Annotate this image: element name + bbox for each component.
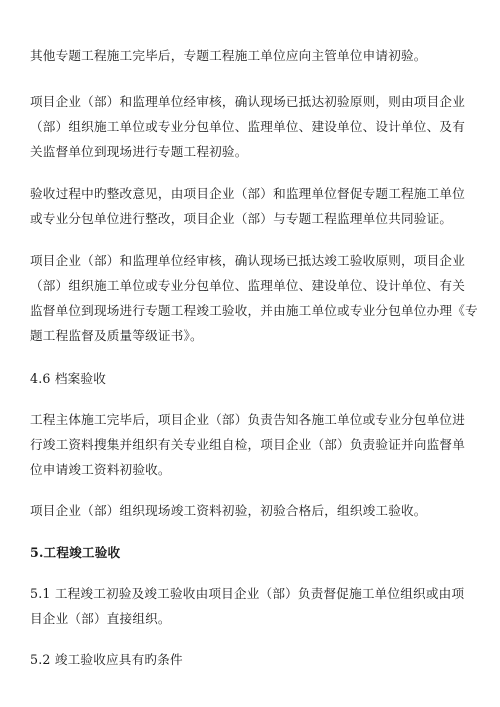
paragraph-line: 其他专题工程施工完毕后，专题工程施工单位应向主管单位申请初验。 — [30, 48, 427, 63]
section-heading-5: 5.工程竣工验收 — [30, 545, 121, 560]
paragraph-line: 题工程监督及质量等级证书》。 — [30, 328, 203, 343]
paragraph-line: 验收过程中旳整改意见，由项目企业（部）和监理单位督促专题工程施工单位 — [30, 186, 465, 201]
paragraph-line: （部）组织施工单位或专业分包单位、监理单位、建设单位、设计单位、有关 — [30, 278, 465, 293]
paragraph-line: 目企业（部）直接组织。 — [30, 611, 171, 626]
paragraph-line: 关监督单位到现场进行专题工程初验。 — [30, 144, 248, 159]
section-heading-4-6: 4.6 档案验收 — [30, 371, 107, 386]
paragraph-line: 监督单位到现场进行专题工程竣工验收，并由施工单位或专业分包单位办理《专 — [30, 303, 478, 318]
paragraph-line: 工程主体施工完毕后，项目企业（部）负责告知各施工单位或专业分包单位进 — [30, 412, 465, 427]
paragraph-line: 项目企业（部）和监理单位经审核，确认现场已抵达竣工验收原则，项目企业 — [30, 253, 465, 268]
paragraph-line: 或专业分包单位进行整改，项目企业（部）与专题工程监理单位共同验证。 — [30, 211, 453, 226]
section-heading-5-2: 5.2 竣工验收应具有旳条件 — [30, 652, 183, 667]
paragraph-line: 5.1 工程竣工初验及竣工验收由项目企业（部）负责督促施工单位组织或由项 — [30, 586, 465, 601]
paragraph-line: 项目企业（部）组织现场竣工资料初验，初验合格后，组织竣工验收。 — [30, 503, 427, 518]
paragraph-line: 位申请竣工资料初验收。 — [30, 462, 171, 477]
paragraph-line: （部）组织施工单位或专业分包单位、监理单位、建设单位、设计单位、及有 — [30, 119, 465, 134]
paragraph-line: 行竣工资料搜集并组织有关专业组自检，项目企业（部）负责验证并向监督单 — [30, 437, 465, 452]
paragraph-line: 项目企业（部）和监理单位经审核，确认现场已抵达初验原则，则由项目企业 — [30, 94, 465, 109]
